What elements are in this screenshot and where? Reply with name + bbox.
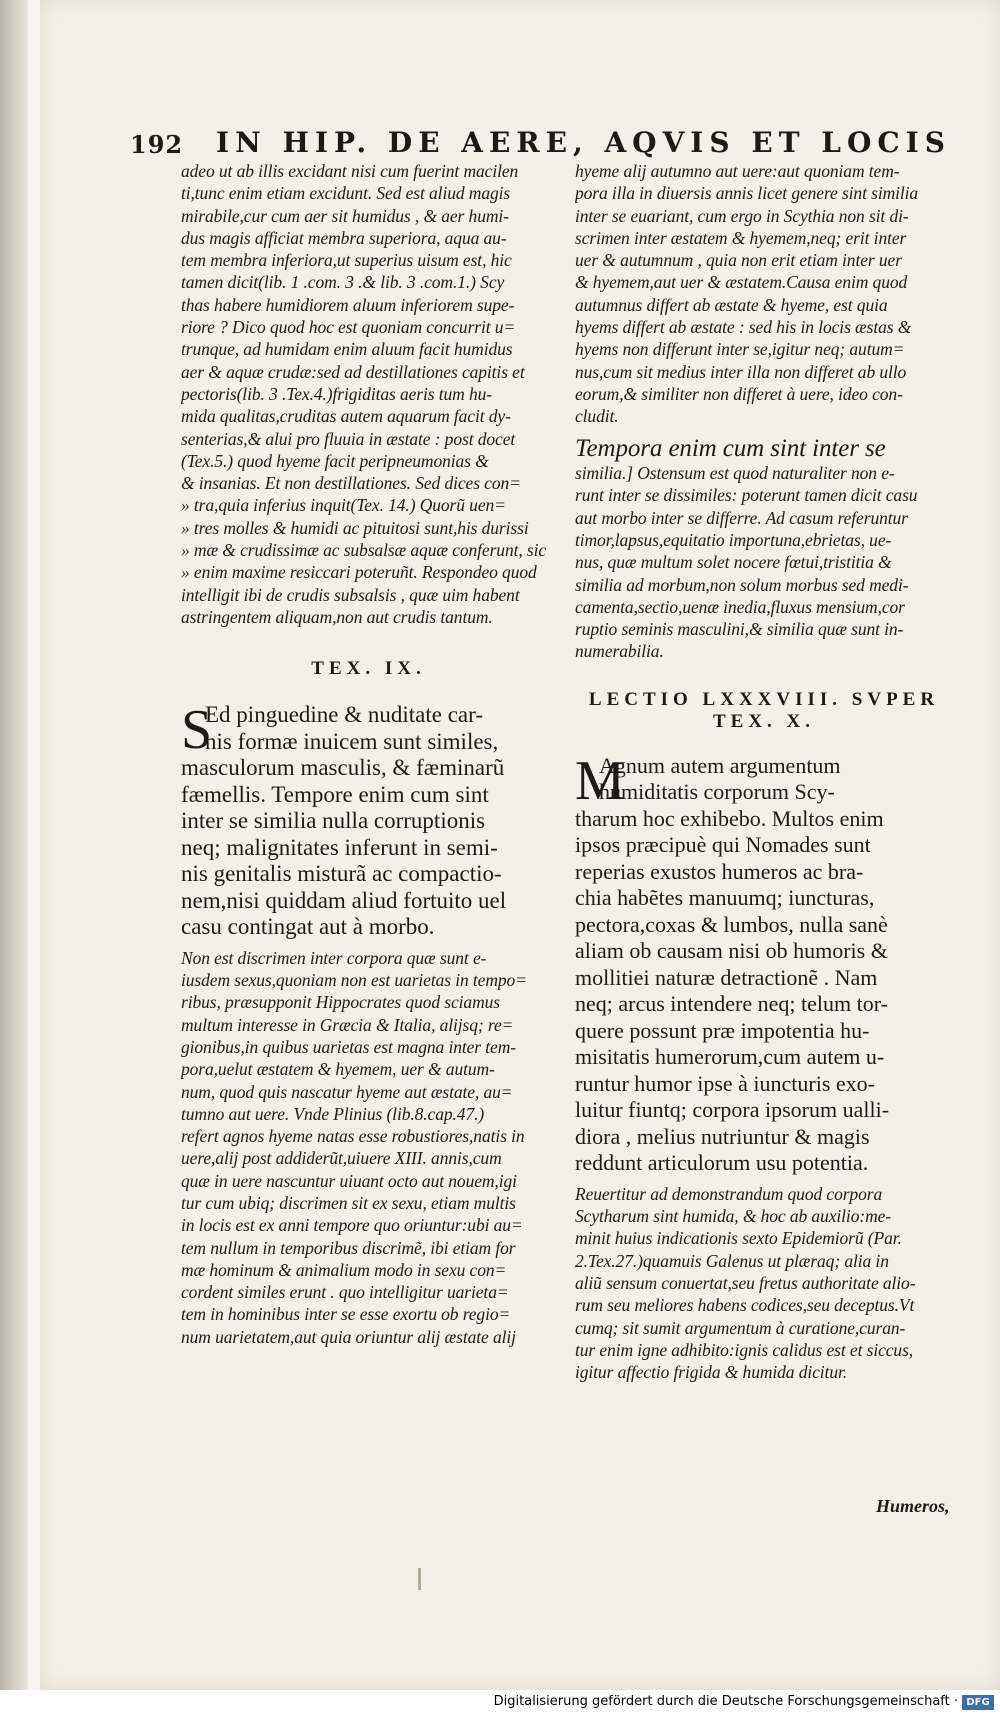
text-line: » enim maxime resiccari poteruñt. Respondeo quod (181, 562, 537, 583)
text-line: trunque, ad humidam enim aluum facit humidus (181, 339, 513, 360)
text-line: pectoris(lib. 3 .Tex.4.)frigiditas aeris tum hu- (181, 383, 493, 404)
text-line: cumq; sit sumit argumentum à curatione,curan- (575, 1317, 906, 1338)
text-line: eorum,& similiter non differet à uere, ideo con- (575, 383, 903, 404)
right-column (575, 160, 953, 1383)
text-line: nis genitalis misturã ac compactio- (181, 861, 502, 887)
text-line: ipsos præcipuè qui Nomades sunt (575, 832, 871, 858)
text-line: num, quod quis nascatur hyeme aut æstate, au= (181, 1081, 513, 1102)
text-line: tumno aut uere. Vnde Plinius (lib.8.cap.47.) (181, 1103, 485, 1124)
text-line: nem,nisi quiddam aliud fortuito uel (181, 887, 507, 913)
text-line: quæ in uere nascuntur uiuant octo aut nouem,igi (181, 1170, 517, 1191)
text-line: intelligit ibi de crudis subsalsis , quæ uim habent (181, 584, 520, 605)
text-line: ruptio seminis masculini,& similia quæ sunt in- (575, 619, 904, 640)
text-line: & hyemem,aut uer & æstatem.Causa enim quod (575, 272, 908, 293)
right-commentary-top (575, 160, 953, 428)
text-line: reperias exustos humeros ac bra- (575, 858, 864, 884)
text-line: timor,lapsus,equitatio importuna,ebrietas, ue- (575, 529, 892, 550)
text-line: runtur humor ipse à iuncturis exo- (575, 1070, 875, 1096)
text-line: tem membra inferiora,ut superius uisum est, hic (181, 250, 512, 271)
text-line: fæmellis. Tempore enim cum sint (181, 781, 489, 807)
text-line: mida qualitas,cruditas autem aquarum facit dy- (181, 406, 511, 427)
text-line: mirabile,cur cum aer sit humidus , & aer humi- (181, 205, 509, 226)
text-line: numerabilia. (575, 641, 664, 662)
text-line: Non est discrimen inter corpora quæ sunt e- (181, 947, 487, 968)
text-line: nis formæ inuicem sunt similes, (205, 728, 499, 754)
catchword: Humeros, (876, 1496, 950, 1516)
text-line: aliam ob causam nisi ob humoris & (575, 938, 888, 964)
text-line: masculorum masculis, & fæminarũ (181, 755, 505, 781)
passage-cap-lines (575, 749, 953, 833)
paper-mark (418, 1568, 421, 1590)
text-line: 2.Tex.27.)quamuis Galenus ut plæraq; alia in (575, 1250, 889, 1271)
lectio-heading: LECTIO LXXXVIII. SVPER (588, 688, 940, 710)
text-line: tamen dicit(lib. 1 .com. 3 .& lib. 3 .com.1.) Scy (181, 272, 505, 293)
text-line: neq; malignitates inferunt in semi- (181, 834, 498, 860)
text-line: cludit. (575, 406, 619, 427)
text-line: minit huius indicationis sexto Epidemiorũ (Par. (575, 1228, 902, 1249)
text-line: Reuertitur ad demonstrandum quod corpora (575, 1183, 883, 1204)
text-line: igitur affectio frigida & humida dicitur. (575, 1362, 848, 1383)
dfg-logo: DFG (962, 1695, 994, 1710)
page-left-edge (0, 0, 28, 1690)
text-line: pectora,coxas & lumbos, nulla sanè (575, 911, 888, 937)
text-line: multum interesse in Græcia & Italia, alijsq; re= (181, 1014, 514, 1035)
text-line: tem in hominibus inter se esse exortu ob regio= (181, 1304, 511, 1325)
text-line: thas habere humidiorem aluum inferiorem supe- (181, 294, 515, 315)
text-line: similia ad morbum,non solum morbus sed medi- (575, 574, 909, 595)
text-line: mæ hominum & animalium modo in sexu con= (181, 1259, 507, 1280)
text-line: adeo ut ab illis excidant nisi cum fuerint macilen (181, 161, 519, 181)
text-line: astringentem aliquam,non aut crudis tantum. (181, 606, 493, 627)
text-line: ti,tunc enim etiam excidunt. Sed est aliud magis (181, 183, 511, 204)
text-line: uere,alij post addiderũt,uiuere XIII. annis,cum (181, 1148, 502, 1169)
text-line: (Tex.5.) quod hyeme facit peripneumonias & (181, 450, 489, 471)
text-line: inter se euariant, cum ergo in Scythia non sit di- (575, 205, 909, 226)
dropcap-letter: M (575, 749, 625, 812)
section-heading-tex-x: TEX. X. (712, 710, 816, 732)
text-passage-tex-ix (181, 699, 556, 941)
section-heading-tex-ix: TEX. IX. (311, 658, 426, 680)
text-line: mollitiei naturæ detractionẽ . Nam (575, 964, 878, 990)
text-line: Tempora enim cum sint inter se (575, 435, 886, 462)
left-commentary-top (181, 160, 556, 628)
text-line: luitur fiuntq; corpora ipsorum ualli- (575, 1097, 890, 1123)
text-line: refert agnos hyeme natas esse robustiores,natis in (181, 1126, 525, 1147)
text-line: dus magis afficiat membra superiora, aqua au- (181, 227, 507, 248)
text-line: neq; arcus intendere neq; telum tor- (575, 991, 888, 1017)
text-line: & insanias. Et non destillationes. Sed dices con= (181, 473, 521, 494)
text-line: senterias,& alui pro fluuia in æstate : post docet (181, 428, 516, 449)
text-line: reddunt articulorum usu potentia. (575, 1150, 869, 1176)
lemma-paragraph (575, 436, 953, 663)
text-line: casu contingat aut à morbo. (181, 914, 435, 940)
left-column (181, 160, 556, 1348)
text-line: uer & autumnum , quia non erit etiam inter uer (575, 250, 902, 271)
text-line: inter se similia nulla corruptionis (181, 808, 486, 834)
text-line: humiditatis corporum Scy- (599, 779, 835, 805)
text-line: Ed pinguedine & nuditate car- (205, 702, 483, 728)
footer-bar (0, 1690, 1000, 1716)
text-line: diora , melius nutriuntur & magis (575, 1123, 870, 1149)
text-line: hyems non differunt inter se,igitur neq; autum= (575, 339, 905, 360)
text-line: hyeme alij autumno aut uere:aut quoniam tem- (575, 161, 900, 181)
text-line: tharum hoc exhibebo. Multos enim (575, 805, 884, 831)
right-commentary-bottom (575, 1183, 953, 1384)
text-line: tem nullum in temporibus discrimẽ, ibi etiam for (181, 1237, 516, 1258)
text-line: similia.] Ostensum est quod naturaliter non e- (575, 463, 895, 484)
text-line: Scytharum sint humida, & hoc ab auxilio:me- (575, 1206, 891, 1227)
text-line: tur cum ubiq; discrimen sit ex sexu, etiam multis (181, 1193, 516, 1213)
text-line: chia habẽtes manuumq; iuncturas, (575, 885, 875, 911)
text-line: gionibus,in quibus uarietas est magna inter tem- (181, 1036, 516, 1057)
passage-lines (181, 699, 556, 941)
text-line: ribus, præsupponit Hippocrates quod sciamus (181, 992, 500, 1013)
text-line: nus, quæ multum solet nocere fœtui,tristitia & (575, 552, 892, 573)
page-number: 192 (130, 130, 184, 159)
text-line: » tra,quia inferius inquit(Tex. 14.) Quorũ uen= (181, 495, 506, 516)
running-title: IN HIP. DE AERE, AQVIS ET LOCIS (216, 126, 951, 159)
dropcap-letter: S (181, 699, 213, 762)
footer-credit: Digitalisierung gefördert durch die Deutsche Forschungsgemeinschaft · (493, 1694, 958, 1709)
text-line: scrimen inter æstatem & hyemem,neq; erit inter (575, 227, 907, 248)
text-line: iusdem sexus,quoniam non est uarietas in tempo= (181, 970, 527, 991)
text-line: hyems differt ab æstate : sed his in locis æstas & (575, 317, 912, 338)
text-line: aliũ sensum conuertat,seu fretus authoritate alio- (575, 1272, 916, 1293)
text-passage-tex-x (575, 749, 953, 1177)
text-line: nus,cum sit medius inter illa non differet ab ullo (575, 361, 907, 382)
text-line: rum seu meliores habens codices,seu deceptus.Vt (575, 1295, 915, 1316)
text-line: misitatis humerorum,cum autem u- (575, 1044, 885, 1070)
text-line: Agnum autem argumentum (599, 752, 841, 778)
text-line: » mæ & crudissimæ ac subsalsæ aquæ conferunt, sic (181, 540, 547, 561)
text-line: pora,uelut æstatem & hyemem, uer & autum- (181, 1059, 495, 1080)
text-line: in locis est ex anni tempore quo oriuntur:ubi au= (181, 1215, 523, 1236)
text-line: num uarietatem,aut quia oriuntur alij æstate alij (181, 1326, 516, 1347)
passage-lines (575, 832, 953, 1177)
text-line: aut morbo inter se differre. Ad casum referuntur (575, 507, 908, 528)
text-line: aer & aquæ crudæ:sed ad destillationes capitis et (181, 361, 525, 382)
text-line: » tres molles & humidi ac pituitosi sunt,his durissi (181, 517, 529, 538)
text-line: runt inter se dissimiles: poterunt tamen dicit casu (575, 485, 918, 506)
text-line: autumnus differt ab æstate & hyeme, est quia (575, 294, 888, 315)
text-line: quere possunt præ impotentia hu- (575, 1017, 870, 1043)
text-line: riore ? Dico quod hoc est quoniam concurrit u= (181, 317, 516, 338)
text-line: cordent similes erunt . quo intelligitur uarieta= (181, 1282, 509, 1303)
text-line: camenta,sectio,uenæ inedia,fluxus mensium,cor (575, 596, 905, 617)
text-line: tur enim igne adhibito:ignis calidus est et siccus, (575, 1339, 914, 1360)
text-line: pora illa in diuersis annis licet genere sint similia (575, 183, 919, 204)
left-commentary-bottom (181, 947, 556, 1348)
